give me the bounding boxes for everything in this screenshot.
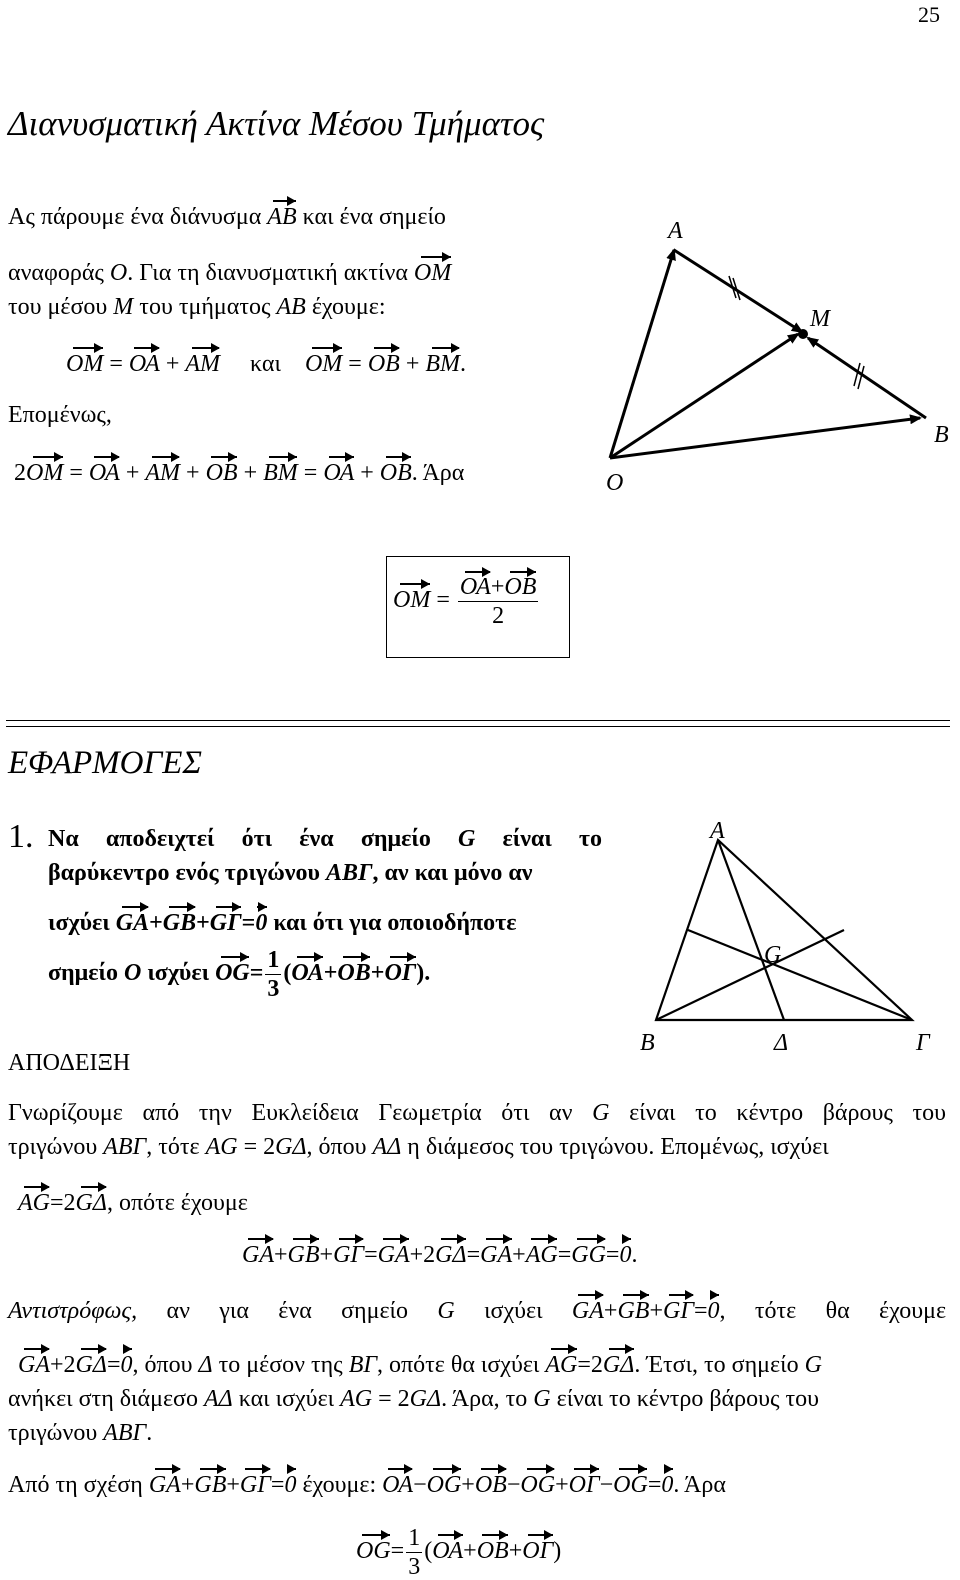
vector-oa bbox=[610, 250, 674, 458]
intro-line-1: Ας πάρουμε ένα διάνυσμα ΑΒ και ένα σημείο bbox=[8, 204, 446, 230]
proof-equation-1: GΑ+GΒ+GΓ=GΑ+2GΔ=GΑ+ΑG=GG=0. bbox=[242, 1242, 638, 1268]
vector-om bbox=[610, 334, 798, 458]
proof-line-5: GΑ+2GΔ=0, όπου Δ το μέσον της ΒΓ, οπότε θα ισχύει ΑG=2GΔ. Έτσι, το σημείο G bbox=[18, 1352, 822, 1378]
vector-bm bbox=[808, 338, 926, 418]
intro-line-3: του μέσου Μ του τμήματος ΑΒ έχουμε: bbox=[8, 294, 386, 320]
proof-line-8: Από τη σχέση GΑ+GΒ+GΓ=0 έχουμε: ΟΑ−ΟG+ΟΒ−ΟG+ΟΓ−ΟG=0. Άρα bbox=[8, 1472, 726, 1498]
application-number: 1. bbox=[8, 818, 34, 855]
intro-line-2: αναφοράς Ο. Για τη διανυσματική ακτίνα ΟΜ bbox=[8, 260, 452, 286]
proof-final-equation: ΟG= $\frac{1}{3}$ (ΟΑ+ΟΒ+ΟΓ) bbox=[356, 1525, 562, 1580]
section-divider bbox=[6, 720, 950, 727]
proof-line-4: Αντιστρόφως, αν για ένα σημείο G ισχύει GΑ+GΒ+GΓ=0, τότε θα έχουμε bbox=[8, 1298, 947, 1324]
label-a: Α bbox=[668, 218, 683, 244]
applications-heading: ΕΦΑΡΜΟΓΕΣ bbox=[8, 745, 203, 781]
equation-2om: 2ΟΜ = ΟΑ + ΑΜ + ΟΒ + ΒΜ = ΟΑ + ΟΒ. Άρα bbox=[14, 460, 465, 486]
app1-line-4: σημείο Ο ισχύει ΟG= $\frac{1}{3}$ (ΟΑ+ΟΒ+ΟΓ). bbox=[48, 947, 431, 1002]
label-o: Ο bbox=[606, 470, 624, 496]
proof-line-6: ανήκει στη διάμεσο ΑΔ και ισχύει ΑG = 2GΔ. Άρα, το G είναι το κέντρο βάρους του bbox=[8, 1386, 820, 1412]
app1-line-1: Να αποδειχτεί ότι ένα σημείο G είναι το bbox=[48, 826, 602, 852]
equation-om: ΟΜ = ΟΑ + ΑΜ και ΟΜ = ΟΒ + ΒΜ. bbox=[66, 351, 467, 377]
proof-line-1: Γνωρίζουμε από την Ευκλείδεια Γεωμετρία ότι αν G είναι το κέντρο βάρους του bbox=[8, 1100, 947, 1126]
label-g: G bbox=[764, 942, 782, 968]
label-d: Δ bbox=[774, 1030, 789, 1056]
median-b bbox=[656, 930, 844, 1020]
proof-heading: ΑΠΟΔΕΙΞΗ bbox=[8, 1050, 131, 1076]
label-b: Β bbox=[934, 422, 949, 448]
label-b: Β bbox=[640, 1030, 655, 1056]
midpoint-dot bbox=[798, 329, 808, 339]
section-title: Διανυσματική Ακτίνα Μέσου Τμήματος bbox=[8, 104, 545, 143]
app1-line-2: βαρύκεντρο ενός τριγώνου ΑΒΓ, αν και μόνο αν bbox=[48, 860, 533, 886]
proof-line-7: τριγώνου ΑΒΓ. bbox=[8, 1420, 153, 1446]
median-g bbox=[688, 930, 912, 1020]
proof-line-3: ΑG=2GΔ, οπότε έχουμε bbox=[18, 1190, 248, 1216]
proof-line-2: τριγώνου ΑΒΓ, τότε ΑG = 2GΔ, όπου ΑΔ η διάμεσος του τριγώνου. Επομένως, ισχύει bbox=[8, 1134, 829, 1160]
label-gamma: Γ bbox=[916, 1030, 930, 1056]
figure-midpoint bbox=[596, 206, 960, 498]
label-a: Α bbox=[710, 818, 725, 844]
vector-ob bbox=[610, 418, 920, 458]
figure-centroid bbox=[634, 814, 956, 1056]
median-ad bbox=[718, 840, 784, 1020]
page-number: 25 bbox=[918, 2, 940, 27]
vector-am bbox=[674, 250, 802, 332]
triangle-abg bbox=[656, 840, 912, 1020]
epomenos-text: Επομένως, bbox=[8, 402, 112, 428]
app1-line-3: ισχύει GΑ+GΒ+GΓ=0 και ότι για οποιοδήποτε bbox=[48, 910, 517, 936]
result-formula: ΟΜ = $\frac{OA+OB}{2}$ bbox=[393, 574, 537, 629]
result-box bbox=[386, 556, 570, 658]
label-m: Μ bbox=[810, 306, 830, 332]
